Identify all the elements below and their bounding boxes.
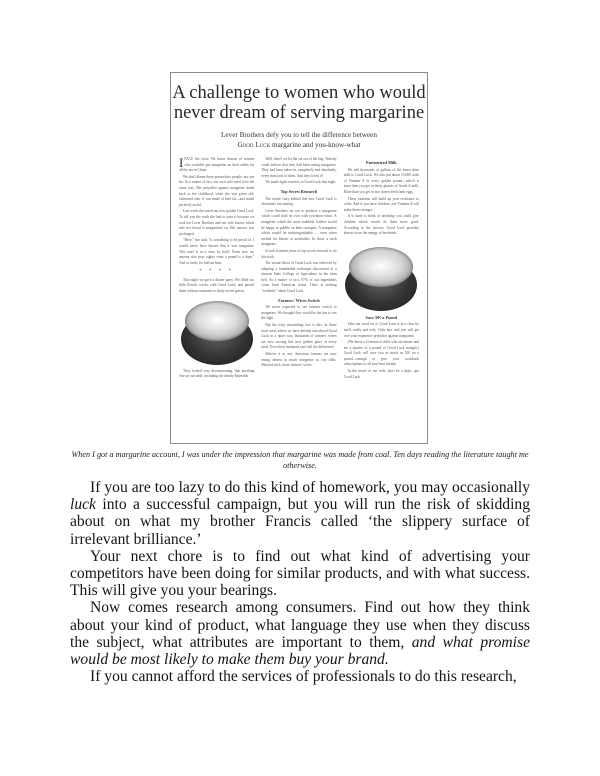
- body-paragraph: [70, 479, 530, 548]
- tub-emboss: [195, 307, 239, 333]
- body-text-run: Now comes research among consumers. Find out how they think about your kind of product, what language they use when they discuss the subject, what attributes are important to them,: [70, 599, 530, 651]
- margarine-tub-image-left: [181, 299, 253, 365]
- ad-paragraph: FACE the facts: We know dozens of women who wouldn't put margarine on their tables for all the tea in China.: [179, 157, 255, 173]
- margarine-tub-image-right: [345, 245, 417, 311]
- ad-column-1: [179, 157, 254, 433]
- figure-caption: When I got a margarine account, I was under the impression that margarine was made from coal. Ten days reading the literature taught me otherwise.: [71, 450, 529, 470]
- ad-paragraph: It took fourteen years of top-secret research to do this trick.: [261, 248, 337, 259]
- ad-paragraph: (We knew a Greenwich child who ate dinner and ate a quarter of a pound of Good Luck straight.) Good Luck will save you as much as 50¢ on a pound—enough to give your cookbook subscriptions to all your best friends.: [343, 340, 419, 367]
- ad-subhead-line2: [171, 140, 427, 150]
- section-divider-stars: * * * *: [199, 269, 235, 275]
- ad-headline-line1: A challenge to women who would: [172, 83, 426, 103]
- ad-paragraph: We add thousands of gallons of the finest skim milk to Good Luck. We also put about 15,000 units of Vitamin A in every golden pound—which is more than you get in thirty glasses of Grade A milk. More than you get in two dozen fresh farm eggs.: [343, 167, 419, 194]
- body-text-italic: luck: [70, 496, 96, 514]
- ad-paragraph: We don't blame these persnickety people, not one bit. As a matter of fact, our own wife used to be the same way. Her prejudice against margarine dated back to her childhood, when she was given old-fashioned oleo. It was made of beef fat—and tasted perfectly awful.: [179, 174, 255, 207]
- margarine-advertisement: [170, 72, 428, 444]
- ad-column-3: [344, 157, 419, 433]
- body-paragraph: If you cannot afford the services of professionals to do this research,: [90, 668, 517, 686]
- ad-section-heading: Pasteurized Milk: [366, 160, 397, 165]
- ad-paragraph: "Here," she said, "is something to be proud of. I would never have known that it was margarine. This stuff is in a class by itself. From now on, anyone who pays eighty cents a pound is a dope." And so forth, for half an hour.: [179, 238, 255, 265]
- ad-paragraph: Last week she tasted our new golden Good Luck. To tell you the truth she had to taste it because we took her Lever Brothers and our wife knows which side her bread is margarined on. Her answer was prolonged.: [179, 209, 255, 236]
- ad-paragraph: The actual flavor of Good Luck was achieved by adapting a remarkable technique discovered at a famous State College of Agriculture in the farm belt. As a matter of fact, 97% of our ingredients come from American farms. There is nothing "synthetic" about Good Luck.: [261, 261, 337, 294]
- ad-section-heading: Save 50¢ a Pound: [365, 314, 398, 320]
- ad-headline-line2: never dream of serving margarine: [173, 103, 425, 123]
- drop-cap: I: [179, 157, 184, 170]
- brand-name: Good Luck: [237, 141, 271, 149]
- ad-paragraph: In the words of our wife, don't be a dope—get Good Luck.: [343, 369, 419, 379]
- body-text: [70, 479, 530, 685]
- ad-paragraph: It is hard to think of anything you could give children which would do them more good. According to the doctors, Good Luck provides almost twice the energy of beefsteak.: [343, 214, 419, 236]
- body-text-run: If you are too lazy to do this kind of homework, you may occasionally: [90, 479, 530, 496]
- ad-column-2: [261, 157, 336, 433]
- body-paragraph: [70, 599, 530, 668]
- ad-paragraph: Well, there! we let the cat out of the bag. Nobody could believe that they had been eating margarine. They had been taken in, completely and absolutely, every man jack of them. And they loved it!: [261, 157, 337, 178]
- body-text-italic: and what promise would be most likely to make them buy your brand.: [70, 633, 530, 669]
- ad-paragraph: They looked very discriminating, that anything else on our table, including the family Emeralds.: [179, 368, 255, 379]
- ad-paragraph: We never expected to see farmers switch to margarine. We thought they would be the last to see the light.: [261, 305, 337, 321]
- body-text-run: into a successful campaign, but you will run the risk of skidding about on what my brother Francis called ‘the slippery surface of irrelevant brilliance.’: [70, 496, 530, 548]
- ad-section-heading: Top Secret Research: [280, 188, 318, 194]
- ad-subheadline: [171, 130, 427, 150]
- ad-paragraph: But the truly astonishing fact is this: in those rural areas where we have already introduced Good Luck in a quiet way, thousands of farmers' wives are now serving this new golden glory at every meal. Even their husbands can't tell the difference!: [261, 323, 337, 350]
- ad-section-heading: Farmers' Wives Switch: [278, 297, 320, 303]
- ad-paragraph: That night we gave a dinner party. We filled our little French crocks with Good Luck, and passed them without comment to thirty-seven guests.: [179, 277, 255, 294]
- ad-paragraph: Lever Brothers set out to produce a margarine which could hold its own with you-know-what. A margarine which the most snobbish foodies would be happy to gobble on their crumpets. A margarine which would be indistinguishable — even when melted for lobster or artichokes. In short, a snob margarine.: [261, 208, 337, 247]
- ad-paragraph: We made eight converts to Good Luck that night.: [265, 180, 337, 185]
- ad-body-columns: [179, 157, 419, 433]
- tub-emboss: [359, 253, 403, 279]
- ad-paragraph: Take our word for it. Good Luck is in a class by itself, really and truly. Only buy, and you will get over your expensive prejudice against margarine.: [343, 322, 419, 338]
- ad-subhead-line1: Lever Brothers defy you to tell the difference between: [221, 131, 377, 139]
- body-paragraph: Your next chore is to find out what kind of advertising your competitors have been doing for similar products, and with what success. This will give you your bearings.: [70, 547, 530, 600]
- ad-paragraph: Believe it or not, American farmers are now eating almost as much margarine as city folks. Married such, those farmers' wives.: [261, 352, 337, 368]
- ad-paragraph: The inside story behind this new Good Luck is absolutely fascinating.: [261, 196, 337, 207]
- ad-subhead-line2-rest: margarine and you-know-what: [270, 141, 361, 149]
- ad-paragraph: These vitamins will build up your resistance to colds. And if you have children, one Vitamin A will make them stronger.: [343, 196, 419, 212]
- ad-headline: [171, 83, 427, 123]
